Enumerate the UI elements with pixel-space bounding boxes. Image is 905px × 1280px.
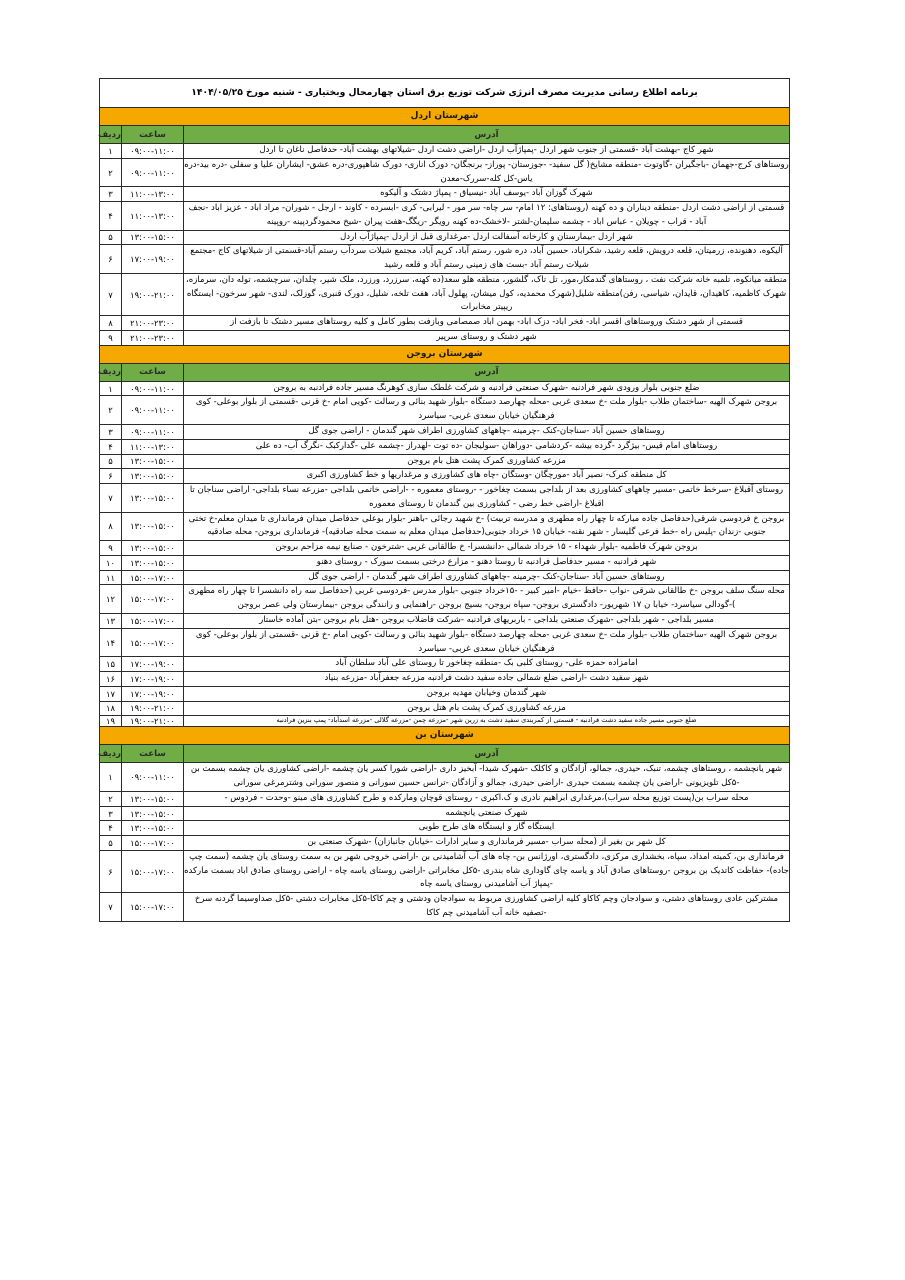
- table-row: [99, 716, 789, 727]
- outage-row-number-cell: ۶: [99, 850, 121, 892]
- outage-row-number-cell: ۳: [99, 187, 121, 202]
- outage-time-cell: ۱۱:۰۰-۱۳:۰۰: [122, 202, 184, 231]
- section-header-row: [99, 345, 789, 363]
- table-row: [99, 454, 789, 469]
- outage-row-number-cell: ۳: [99, 425, 121, 440]
- outage-time-cell: ۱۳:۰۰-۱۵:۰۰: [122, 555, 184, 570]
- table-row: [99, 230, 789, 245]
- outage-time-cell: ۱۹:۰۰-۲۱:۰۰: [122, 701, 184, 716]
- outage-address-cell: شهر اردل -بیمارستان و کارخانه آسفالت اردل -مرغداری قبل از اردل -پمپاژآب اردل: [184, 230, 790, 245]
- outage-time-cell: ۱۵:۰۰-۱۷:۰۰: [122, 613, 184, 628]
- outage-row-number-cell: ۱: [99, 144, 121, 159]
- outage-row-number-cell: ۷: [99, 893, 121, 922]
- outage-row-number-cell: ۵: [99, 836, 121, 851]
- outage-address-cell: آلیکوه، دهنونده، زرمیتان، قلعه درویش، قلعه رشید، شکراباد، حسین آباد، دره شور، رستم آباد، کریم آباد، مجتمع شیلات سردآب رستم آباد-قسمتی از شیلاتهای کاج -مجتمع شیلات رستم آباد -بست های زمینی رستم آباد و قلعه رشید: [184, 245, 790, 274]
- outage-time-cell: ۱۹:۰۰-۲۱:۰۰: [122, 716, 184, 727]
- outage-address-cell: مسیر بلداجی - شهر بلداجی -شهرک صنعتی بلداجی - باربریهای فرادنبه -شرکت فاضلاب بروجن -هتل بام بروجن -بتن آماده خاستار: [184, 613, 790, 628]
- section-title-1: شهرستان اردل: [99, 108, 789, 126]
- outage-row-number-cell: ۲: [99, 158, 121, 187]
- outage-address-cell: بروجن شهرک فاطمیه -بلوار شهداء - ۱۵ خرداد شمالی -دانشسرا- خ طالقانی غربی -شترخون - صنایع نیمه مزاحم بروجن: [184, 541, 790, 556]
- outage-address-cell: شهر دشتک و روستای سرپیر: [184, 330, 790, 345]
- outage-row-number-cell: ۱۰: [99, 555, 121, 570]
- table-row: [99, 893, 789, 922]
- outage-time-cell: ۱۵:۰۰-۱۷:۰۰: [122, 893, 184, 922]
- document-title-row: [99, 79, 789, 108]
- outage-row-number-cell: ۶: [99, 245, 121, 274]
- outage-row-number-cell: ۱: [99, 763, 121, 792]
- outage-time-cell: ۲۱:۰۰-۲۳:۰۰: [122, 316, 184, 331]
- table-row: [99, 541, 789, 556]
- table-row: [99, 570, 789, 585]
- column-header-time: ساعت: [122, 126, 184, 144]
- column-header-time: ساعت: [122, 745, 184, 763]
- outage-time-cell: ۱۳:۰۰-۱۵:۰۰: [122, 541, 184, 556]
- table-row: [99, 763, 789, 792]
- table-row: [99, 202, 789, 231]
- outage-address-cell: فرمانداری بن، کمیته امداد، سپاه، بخشداری مرکزی، دادگستری، اورژانس بن- چاه های آب آشامیدنی بن -اراضی خروجی شهر بن به سمت روستای یان چشمه (سمت چپ جاده)- حفاظت کاتدیک بن بروجن -روستاهای صادق آباد و یاسه چای گاوداری شاه بندری -۵کل مخابراتی -اراضی روستای یاسه چاه - اراضی روستای صادق اباد بسمت مارکده -پمپاژ آب آشامیدنی روستای یاسه چاه: [184, 850, 790, 892]
- table-row: [99, 821, 789, 836]
- outage-time-cell: ۱۵:۰۰-۱۷:۰۰: [122, 836, 184, 851]
- outage-address-cell: شهر سفید دشت -اراضی ضلع شمالی جاده سفید دشت فرادنبه مزرعه جعفرآباد -مزرعه بنیاد: [184, 672, 790, 687]
- page-title: برنامه اطلاع رسانی مدیریت مصرف انرژی شرکت توزیع برق استان چهارمحال وبختیاری - شنبه مورخ ۱۴۰۴/۰۵/۲۵: [99, 79, 789, 108]
- table-row: [99, 330, 789, 345]
- outage-time-cell: ۱۳:۰۰-۱۵:۰۰: [122, 791, 184, 806]
- outage-time-cell: ۱۳:۰۰-۱۵:۰۰: [122, 484, 184, 513]
- outage-row-number-cell: ۱۹: [99, 716, 121, 727]
- outage-time-cell: ۱۳:۰۰-۱۵:۰۰: [122, 821, 184, 836]
- outage-time-cell: ۰۹:۰۰-۱۱:۰۰: [122, 396, 184, 425]
- table-row: [99, 686, 789, 701]
- outage-time-cell: ۰۹:۰۰-۱۱:۰۰: [122, 158, 184, 187]
- column-header-row: [99, 363, 789, 381]
- outage-time-cell: ۱۹:۰۰-۲۱:۰۰: [122, 273, 184, 315]
- outage-row-number-cell: ۵: [99, 454, 121, 469]
- outage-row-number-cell: ۳: [99, 806, 121, 821]
- outage-row-number-cell: ۸: [99, 512, 121, 541]
- outage-row-number-cell: ۴: [99, 439, 121, 454]
- outage-row-number-cell: ۹: [99, 330, 121, 345]
- table-row: [99, 806, 789, 821]
- outage-address-cell: قسمتی از شهر دشتک وروستاهای اقسر اباد- فخر اباد- دزک اباد- بهمن اباد صمصامی وبازفت بطور کامل و کلیه روستاهای مسیر دشتک تا بازفت از: [184, 316, 790, 331]
- outage-time-cell: ۱۱:۰۰-۱۳:۰۰: [122, 187, 184, 202]
- outage-address-cell: شهر یانچشمه ، روستاهای چشمه، تنبک، حیدری، جمالو، آزادگان و کاکلک -شهرک شیدا- آبخیز داری -اراضی شورا کسر یان چشمه -اراضی کشاورزی یان چشمه بسمت بن -۵کل تلویزیونی -اراضی یان چشمه بسمت حیدری -اراضی حیدری، جمالو و آزادگان -ترانس حسین سورانی و منصور سورانی وشترمرغی سورانی: [184, 763, 790, 792]
- table-row: [99, 628, 789, 657]
- table-row: [99, 316, 789, 331]
- outage-time-cell: ۱۷:۰۰-۱۹:۰۰: [122, 657, 184, 672]
- outage-row-number-cell: ۲: [99, 791, 121, 806]
- outage-row-number-cell: ۱۲: [99, 585, 121, 614]
- outage-address-cell: ایستگاه گاز و ایستگاه های طرح طوبی: [184, 821, 790, 836]
- outage-time-cell: ۱۳:۰۰-۱۵:۰۰: [122, 230, 184, 245]
- outage-time-cell: ۱۵:۰۰-۱۷:۰۰: [122, 628, 184, 657]
- table-row: [99, 484, 789, 513]
- outage-address-cell: کل منطقه کنرک- نصیر آباد -مورچگان -وستگان -چاه های کشاورزی و مرغداریها و خط کشاورزی اکبری: [184, 469, 790, 484]
- table-row: [99, 439, 789, 454]
- outage-row-number-cell: ۱۶: [99, 672, 121, 687]
- column-header-row: [99, 126, 789, 144]
- table-row: [99, 555, 789, 570]
- outage-address-cell: روستاهای کرج-جهمان -باجگیران -گاوتوت -منطقه مشایخ( گل سفید- -جوزستان- پوراز- برنجگان- دورک اناری- دورک شاهپوری-دره عشق- ایشاران علیا و سفلی -دره بید-دره یاس-کل کله-سررک-معدن: [184, 158, 790, 187]
- outage-address-cell: شهر کاج -بهشت آباد -قسمتی از جنوب شهر اردل -پمپاژآب اردل -اراضی دشت اردل -شیلاتهای بهشت آباد- حدفاصل ناغان تا اردل: [184, 144, 790, 159]
- table-row: [99, 657, 789, 672]
- outage-row-number-cell: ۷: [99, 273, 121, 315]
- table-row: [99, 850, 789, 892]
- table-row: [99, 144, 789, 159]
- outage-row-number-cell: ۱۳: [99, 613, 121, 628]
- outage-address-cell: ضلع جنوبی مسیر جاده سفید دشت فرادنبه - قسمتی از کمربندی سفید دشت به زرین شهر -مزرعه چمن -مزرعه گلالی -مزرعه اسدآباد- پمپ بنزین فرادنبه: [184, 716, 790, 727]
- table-row: [99, 396, 789, 425]
- table-row: [99, 381, 789, 396]
- outage-row-number-cell: ۷: [99, 484, 121, 513]
- table-row: [99, 158, 789, 187]
- outage-address-cell: شهرک صنعتی یانچشمه: [184, 806, 790, 821]
- outage-address-cell: روستاهای حسین آباد -سناجان-کنک -چرمینه -چاههای کشاورزی اطراف شهر گندمان - اراضی جوی گل: [184, 570, 790, 585]
- section-header-row: [99, 727, 789, 745]
- table-row: [99, 469, 789, 484]
- outage-address-cell: مزرعه کشاورزی کمرک پشت هتل بام بروجن: [184, 454, 790, 469]
- outage-time-cell: ۰۹:۰۰-۱۱:۰۰: [122, 763, 184, 792]
- column-header-time: ساعت: [122, 363, 184, 381]
- outage-address-cell: قسمتی از اراضی دشت اردل -منطقه دیناران و ده کهنه (روستاهای: ۱۲ امام- سر چاه- سر مور - لیرابی- کری -ابسرده - کاوند - ارجل - شوران- مراد اباد - عزیز اباد -نجف آباد - قراب - چویلان - عباس اباد - چشمه سلیمان-لشتر -لاخشک-ده کهنه رویگر -ریگگ-هفت پیران -شیخ محمودگردپینه -روپینه: [184, 202, 790, 231]
- section-title-2: شهرستان بروجن: [99, 345, 789, 363]
- outage-address-cell: ضلع جنوبی بلوار ورودی شهر فرادنبه -شهرک صنعتی فرادنبه و شرکت غلطک سازی کوهرنگ مسیر جاده فرادنبه به بروجن: [184, 381, 790, 396]
- outage-time-cell: ۱۷:۰۰-۱۹:۰۰: [122, 686, 184, 701]
- outage-time-cell: ۱۷:۰۰-۱۹:۰۰: [122, 245, 184, 274]
- column-header-rowno: ردیف: [99, 126, 121, 144]
- outage-row-number-cell: ۱۴: [99, 628, 121, 657]
- outage-time-cell: ۰۹:۰۰-۱۱:۰۰: [122, 381, 184, 396]
- outage-address-cell: کل شهر بن بغیر از (محله سراب -مسیر فرمانداری و سایر ادارات -خیابان جانبازان) -شهرک صنعتی بن: [184, 836, 790, 851]
- outage-row-number-cell: ۸: [99, 316, 121, 331]
- outage-address-cell: بروجن شهرک الهیه -ساختمان طلاب -بلوار ملت -خ سعدی غربی -محله چهارصد دستگاه -بلوار شهید بنائی و رسالت -کویی امام -خ قرنی -قسمتی از بلوار بوعلی- کوی فرهنگیان خیابان سعدی غربی- سیاسرد: [184, 628, 790, 657]
- outage-time-cell: ۱۳:۰۰-۱۵:۰۰: [122, 469, 184, 484]
- outage-address-cell: منطقه میانکوه، تلمبه خانه شرکت نفت ، روستاهای گندمکار،مور، تل تاک، گلشور، منطقه هلو سعد(ده کهنه، سرزرد، ورزرد، ملک شیر، چلدان، سرچشمه، توله دان، سرمازه، شهرک کاظمیه، کاهیدان، قایدان، شیاسی، رفن)منطقه شلیل(شهرک محمدیه، کول میشان، پهلول آباد، هفت تلخه، شلیل، دورک قنبری، گوزلک، لندی- شهر سرخون- ایستگاه ریپیتر مخابرات: [184, 273, 790, 315]
- column-header-address: آدرس: [184, 745, 790, 763]
- table-row: [99, 273, 789, 315]
- outage-time-cell: ۱۳:۰۰-۱۵:۰۰: [122, 806, 184, 821]
- section-title-3: شهرستان بن: [99, 727, 789, 745]
- outage-address-cell: محله سراب بن(پست توزیع محله سراب)،مرغداری ابراهیم نادری و ک.اکبری - روستای قوچان ومارکده و طرح کشاورزی های مینو -وحدت - فردوس -: [184, 791, 790, 806]
- outage-time-cell: ۱۷:۰۰-۱۹:۰۰: [122, 672, 184, 687]
- outage-row-number-cell: ۹: [99, 541, 121, 556]
- outage-time-cell: ۱۵:۰۰-۱۷:۰۰: [122, 850, 184, 892]
- outage-time-cell: ۱۵:۰۰-۱۷:۰۰: [122, 585, 184, 614]
- outage-address-cell: روستای آقبلاغ -سرخط خاتمی -مسیر چاههای کشاورزی بعد از بلداجی بسمت چغاخور - -روستای معموره - -اراضی خاتمی بلداجی -مزرعه نساء بلداجی- اراضی سناجان تا اقبلاغ -اراضی خط رضی - کشاورزی بین گندمان تا روستای معموره: [184, 484, 790, 513]
- table-row: [99, 512, 789, 541]
- outage-time-cell: ۰۹:۰۰-۱۱:۰۰: [122, 144, 184, 159]
- table-row: [99, 836, 789, 851]
- table-row: [99, 585, 789, 614]
- outage-address-cell: روستاهای حسین آباد -سناجان-کنک -چرمینه -چاههای کشاورزی اطراف شهر گندمان - اراضی جوی گل: [184, 425, 790, 440]
- section-header-row: [99, 108, 789, 126]
- table-row: [99, 245, 789, 274]
- table-row: [99, 701, 789, 716]
- outage-time-cell: ۱۳:۰۰-۱۵:۰۰: [122, 512, 184, 541]
- outage-row-number-cell: ۱: [99, 381, 121, 396]
- outage-address-cell: شهر گندمان وخیابان مهدیه بروجن: [184, 686, 790, 701]
- outage-time-cell: ۰۹:۰۰-۱۱:۰۰: [122, 425, 184, 440]
- outage-address-cell: شهرک گوزان آباد -یوسف آباد -نیسیاق - پمپاژ دشتک و آلیکوه: [184, 187, 790, 202]
- table-row: [99, 425, 789, 440]
- outage-row-number-cell: ۲: [99, 396, 121, 425]
- column-header-address: آدرس: [184, 126, 790, 144]
- outage-address-cell: شهر فرادنبه - مسیر حدفاصل فرادنبه تا روستا دهنو - مزارع درختی بسمت سورک - روستای دهنو: [184, 555, 790, 570]
- outage-address-cell: بروجن شهرک الهیه -ساختمان طلاب -بلوار ملت -خ سعدی غربی -محله چهارصد دستگاه -بلوار شهید بنائی و رسالت -کویی امام -خ قرنی -قسمتی از بلوار بوعلی- کوی فرهنگیان خیابان سعدی غربی- سیاسرد: [184, 396, 790, 425]
- outage-address-cell: مشترکین عادی روستاهای دشتی، و سوادجان وچم کاکاو کلیه اراضی کشاورزی مربوط به سوادجان ودشتی و چم کاکا-۵کل مخابرات دشتی -۵کل صداوسیما گردنه سرخ -تصفیه خانه آب آشامیدنی چم کاکا: [184, 893, 790, 922]
- table-row: [99, 791, 789, 806]
- outage-address-cell: مزرعه کشاورزی کمرک پشت بام هتل بروجن: [184, 701, 790, 716]
- outage-schedule-table: [99, 78, 790, 922]
- outage-row-number-cell: ۵: [99, 230, 121, 245]
- outage-row-number-cell: ۱۵: [99, 657, 121, 672]
- outage-row-number-cell: ۴: [99, 821, 121, 836]
- outage-time-cell: ۱۵:۰۰-۱۷:۰۰: [122, 570, 184, 585]
- outage-row-number-cell: ۱۸: [99, 701, 121, 716]
- outage-row-number-cell: ۱۱: [99, 570, 121, 585]
- column-header-address: آدرس: [184, 363, 790, 381]
- outage-row-number-cell: ۶: [99, 469, 121, 484]
- table-row: [99, 672, 789, 687]
- table-row: [99, 613, 789, 628]
- outage-row-number-cell: ۴: [99, 202, 121, 231]
- outage-time-cell: ۲۱:۰۰-۲۳:۰۰: [122, 330, 184, 345]
- outage-time-cell: ۱۳:۰۰-۱۵:۰۰: [122, 454, 184, 469]
- outage-row-number-cell: ۱۷: [99, 686, 121, 701]
- column-header-rowno: ردیف: [99, 745, 121, 763]
- outage-address-cell: روستاهای امام قیس- بیژگرد -گرده بیشه -کردشامی -دوراهان -سولیجان -ده توت -لهدراز -چشمه علی -گدارکبک -نگرگ آب- ده علی: [184, 439, 790, 454]
- column-header-row: [99, 745, 789, 763]
- table-row: [99, 187, 789, 202]
- outage-address-cell: محله سنگ سلف بروجن -خ طالقانی شرقی -نواب -حافظ -خیام -امیر کبیر - -۱۵خرداد جنوبی -بلوار مدرس -فردوسی غربی (حدفاصل سه راه دانشسرا تا چهار راه مطهری )-گودالی سیاسرد- خیابا ن ۱۷ شهریور- دادگستری بروجن- سپاه بروجن- بسیج بروجن -راهنمایی و رانندگی بروجن -بیمارستان ولی عصر بروجن: [184, 585, 790, 614]
- outage-address-cell: بروجن خ فردوسی شرقی(حدفاصل جاده مبارکه تا چهار راه مطهری و مدرسه تربیت) -خ شهید رجائی -باهنر -بلوار بوعلی حدفاصل میدان فرمانداری تا میدان معلم-خ تختی جنوبی -زندان -پلیس راه -خط فرعی گلیسار - شهر نقنه- خیابان ۱۵ خرداد جنوبی(حدفاصل میدان معلم به سمت محله صادقیه)- فرمانداری بروجن- محله صادقیه: [184, 512, 790, 541]
- outage-time-cell: ۱۱:۰۰-۱۳:۰۰: [122, 439, 184, 454]
- column-header-rowno: ردیف: [99, 363, 121, 381]
- outage-address-cell: امامزاده حمزه علی- روستای کلبی بک -منطقه چغاخور تا روستای علی آباد سلطان آباد: [184, 657, 790, 672]
